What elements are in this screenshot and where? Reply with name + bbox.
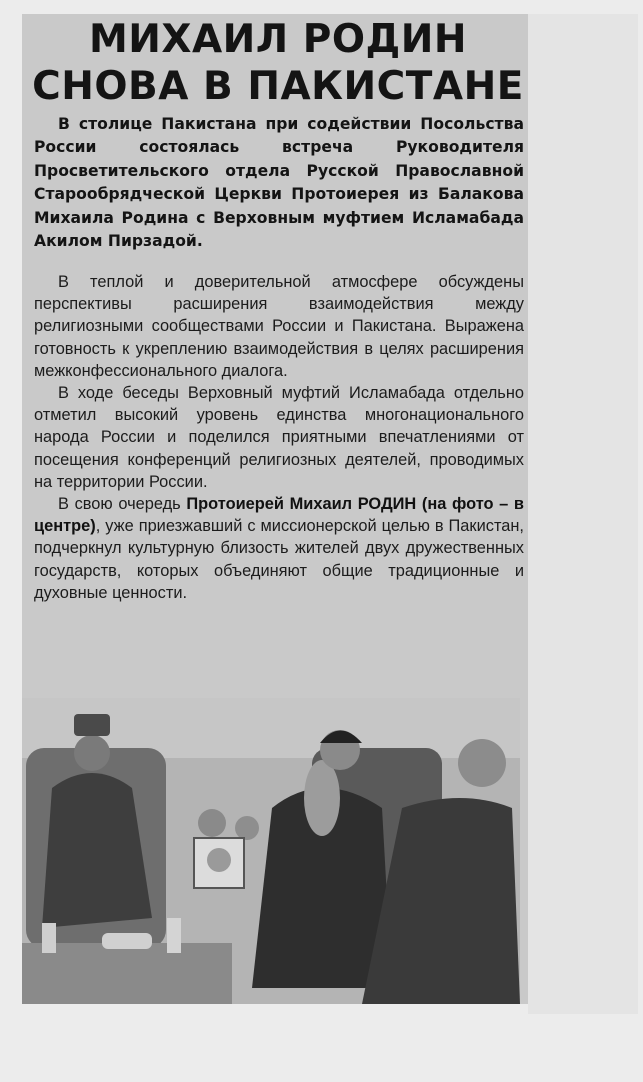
right-man-head bbox=[458, 739, 506, 787]
lead-paragraph: В столице Пакистана при содействии Посольства России состоялась встреча Руководителя Просветительского отдела Русской Православной Старообрядческой Церкви Протоиерея из Балакова Михаила Родина с Верховным муфтием Исламабада Акилом Пирзадой. bbox=[34, 115, 524, 251]
article-photo bbox=[22, 698, 520, 1004]
article-body bbox=[34, 271, 524, 604]
paragraph-2: В ходе беседы Верховный муфтий Исламабада отдельно отметил высокий уровень единства многонационального народа России и поделился приятными впечатлениями от посещения конференций религиозных деятелей, проводимых на территории России. bbox=[34, 384, 524, 491]
left-man-cap bbox=[74, 714, 110, 736]
adjacent-column bbox=[528, 14, 638, 1014]
left-man-head bbox=[74, 735, 110, 771]
headline-line-2: СНОВА В ПАКИСТАНЕ bbox=[32, 64, 524, 109]
paragraph-3 bbox=[34, 493, 524, 604]
paragraph-3-bold: Протоиерей Михаил РОДИН (на фото – в центре) bbox=[34, 495, 524, 536]
paragraph-1: В теплой и доверительной атмосфере обсуждены перспективы расширения взаимодействия между религиозными сообществами России и Пакистана. Выражена готовность к укреплению взаимодействия в целях расширения межконфессионального диалога. bbox=[34, 273, 524, 380]
center-man-beard bbox=[304, 760, 340, 836]
headline-line-1: МИХАИЛ РОДИН bbox=[88, 17, 468, 62]
paragraph-3-rest: , уже приезжавший с миссионерской целью в Пакистан, подчеркнул культурную близость жителей двух дружественных государств, которых объединяют общие традиционные и духовные ценности. bbox=[34, 517, 524, 602]
headline bbox=[30, 16, 526, 110]
flowers bbox=[198, 809, 226, 837]
paragraph-3-intro: В свою очередь bbox=[58, 495, 187, 514]
